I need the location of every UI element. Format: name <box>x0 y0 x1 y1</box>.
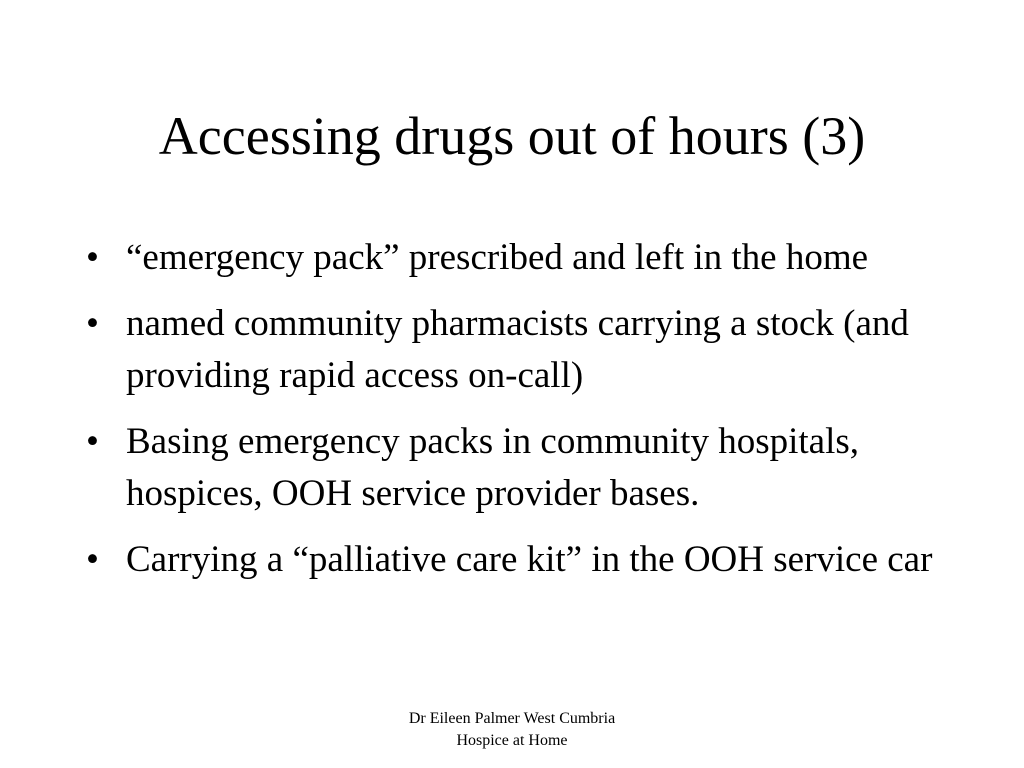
bullet-item-emergency-pack <box>86 232 946 284</box>
bullet-item-basing-packs <box>86 416 946 520</box>
footer-organization: Hospice at Home <box>456 732 568 749</box>
bullet-icon: • <box>86 539 99 580</box>
bullet-icon: • <box>86 237 99 278</box>
bullet-text: Basing emergency packs in community hospitals, hospices, OOH service provider bases. <box>126 421 860 514</box>
slide-title: Accessing drugs out of hours (3) <box>158 106 866 166</box>
bullet-item-palliative-kit <box>86 534 946 586</box>
bullet-list <box>86 232 946 600</box>
bullet-text: Carrying a “palliative care kit” in the OOH service car <box>126 539 933 580</box>
bullet-text: “emergency pack” prescribed and left in the home <box>126 237 869 278</box>
bullet-icon: • <box>86 421 99 462</box>
slide-footer <box>352 708 672 752</box>
footer-author: Dr Eileen Palmer West Cumbria <box>408 710 616 727</box>
bullet-item-community-pharmacists <box>86 298 946 402</box>
bullet-text: named community pharmacists carrying a stock (and providing rapid access on-call) <box>126 303 909 396</box>
bullet-icon: • <box>86 303 99 344</box>
